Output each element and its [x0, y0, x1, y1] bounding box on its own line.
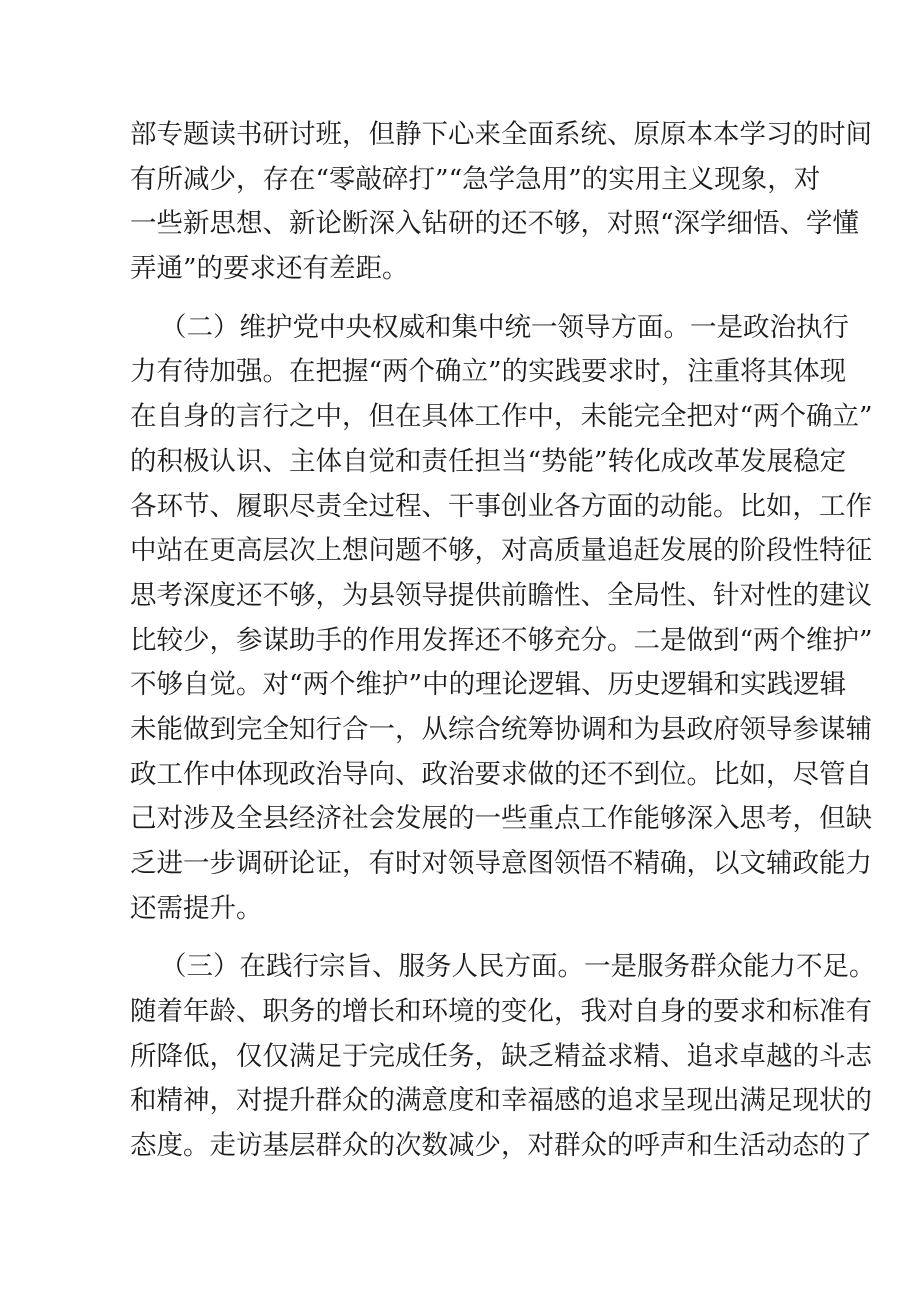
text-line: 乏进一步调研论证，有时对领导意图领悟不精确，以文辅政能力	[130, 848, 872, 879]
text-line: 弄通”的要求还有差距。	[130, 253, 409, 285]
text-line: 不够自觉。对“两个维护”中的理论逻辑、历史逻辑和实践逻辑	[130, 669, 847, 701]
text-line: 态度。走访基层群众的次数减少，对群众的呼声和生活动态的了	[130, 1130, 872, 1162]
text-line: 比较少，参谋助手的作用发挥还不够充分。二是做到“两个维护”	[130, 624, 873, 656]
paragraph-3	[130, 945, 876, 1168]
document-body	[130, 113, 876, 1169]
text-line: 政工作中体现政治导向、政治要求做的还不到位。比如，尽管自	[130, 758, 872, 790]
text-line: 中站在更高层次上想问题不够，对高质量追赶发展的阶段性特征	[130, 535, 872, 567]
text-line: （三）在践行宗旨、服务人民方面。一是服务群众能力不足。	[160, 951, 876, 983]
text-line: 部专题读书研讨班，但静下心来全面系统、原原本本学习的时间	[130, 119, 872, 150]
text-line: 各环节、履职尽责全过程、干事创业各方面的动能。比如，工作	[130, 490, 872, 522]
text-line: （二）维护党中央权威和集中统一领导方面。一是政治执行	[160, 311, 849, 343]
text-line: 在自身的言行之中，但在具体工作中，未能完全把对“两个确立”	[130, 401, 873, 433]
text-line: 一些新思想、新论断深入钻研的还不够，对照“深学细悟、学懂	[130, 208, 860, 240]
text-line: 思考深度还不够，为县领导提供前瞻性、全局性、针对性的建议	[130, 579, 872, 611]
paragraph-gap	[130, 292, 790, 306]
text-line: 未能做到完全知行合一，从综合统筹协调和为县政府领导参谋辅	[130, 713, 872, 745]
text-line: 随着年龄、职务的增长和环境的变化，我对自身的要求和标准有	[130, 996, 872, 1028]
text-line: 所降低，仅仅满足于完成任务，缺乏精益求精、追求卓越的斗志	[130, 1040, 872, 1072]
paragraph-gap	[130, 931, 790, 945]
paragraph-1	[130, 113, 872, 292]
text-line: 和精神，对提升群众的满意度和幸福感的追求呈现出满足现状的	[130, 1085, 872, 1117]
text-line: 己对涉及全县经济社会发展的一些重点工作能够深入思考，但缺	[130, 803, 872, 835]
text-line: 还需提升。	[130, 892, 263, 924]
paragraph-2	[130, 306, 873, 932]
text-line: 有所减少，存在“零敲碎打”“急学急用”的实用主义现象，对	[130, 163, 821, 195]
text-line: 力有待加强。在把握“两个确立”的实践要求时，注重将其体现	[130, 356, 847, 388]
text-line: 的积极认识、主体自觉和责任担当“势能”转化成改革发展稳定	[130, 445, 847, 477]
